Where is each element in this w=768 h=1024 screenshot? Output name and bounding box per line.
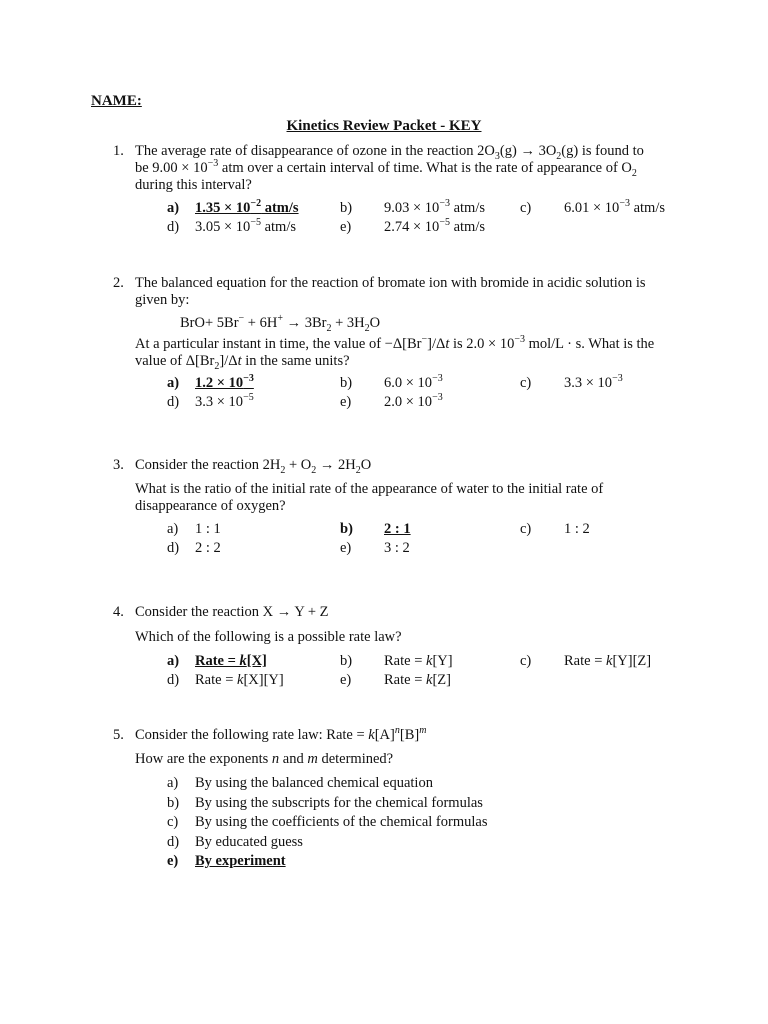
answer-option-e: e) By experiment [167, 853, 286, 869]
question-text: given by: [135, 292, 190, 308]
question-number: 3. [113, 457, 124, 473]
question-text: How are the exponents n and m determined? [135, 751, 394, 767]
answer-option-c: c) 1 : 2 [520, 521, 590, 537]
answer-option-b: b) By using the subscripts for the chemical formulas [167, 794, 483, 811]
answer-option-b: b) $6.0 \times 10^{-3}$ [340, 373, 443, 391]
question-number: 5. [113, 727, 124, 743]
page-title: Kinetics Review Packet - KEY [286, 118, 482, 134]
question-text: Consider the reaction X → Y + Z [135, 604, 329, 620]
question-5 [113, 727, 673, 873]
question-text: At a particular instant in time, the value of −Δ[Br−]/Δt is $2.0 \times 10^{-3}$ mol/L · s. What is the [135, 334, 655, 352]
question-text: Consider the following rate law: Rate = $k[A]^n[B]^m$ [135, 725, 427, 743]
question-text: The average rate of disappearance of ozone in the reaction $2O_3(g) \to 3O_2(g)$ is found to [135, 143, 644, 162]
question-number: 2. [113, 275, 124, 291]
answer-option-a: a) 1 : 1 [167, 521, 221, 537]
question-1 [113, 143, 673, 238]
answer-option-b: b) Rate = k[Y] [340, 653, 453, 669]
answer-option-d: d) $3.05 \times 10^{-5}$ atm/s [167, 217, 296, 235]
answer-option-a: a) $1.35 \times 10^{-2}$ atm/s [167, 198, 299, 216]
answer-option-e: e) $2.74 \times 10^{-5}$ atm/s [340, 217, 485, 235]
question-number: 1. [113, 143, 124, 159]
answer-option-e: e) Rate = k[Z] [340, 672, 451, 688]
question-text: The balanced equation for the reaction of bromate ion with bromide in acidic solution is [135, 275, 646, 291]
answer-option-c: c) $3.3 \times 10^{-3}$ [520, 373, 623, 391]
question-text: value of $\Delta[Br_2]/\Delta t$ in the same units? [135, 353, 350, 372]
answer-option-d: d) By educated guess [167, 833, 303, 850]
answer-option-b: b) $9.03 \times 10^{-3}$ atm/s [340, 198, 485, 216]
reaction-equation: $BrO+ 5Br^- + 6H^+ \to 3Br_2 + 3H_2O$ [180, 313, 381, 334]
answer-option-d: d) $3.3 \times 10^{-5}$ [167, 392, 254, 410]
question-text: Consider the reaction $2H_2 + O_2 \to 2H_2O$ [135, 457, 372, 476]
question-number: 4. [113, 604, 124, 620]
question-text: disappearance of oxygen? [135, 498, 286, 514]
answer-option-e: e) $2.0 \times 10^{-3}$ [340, 392, 443, 410]
answer-option-a: a) By using the balanced chemical equation [167, 775, 433, 791]
question-3 [113, 457, 673, 559]
name-label: NAME: [91, 93, 142, 109]
answer-option-c: c) Rate = k[Y][Z] [520, 653, 652, 669]
answer-option-d: d) 2 : 2 [167, 540, 221, 556]
answer-option-c: c) $6.01 \times 10^{-3}$ atm/s [520, 198, 665, 216]
question-text: during this interval? [135, 177, 252, 193]
question-text: be $9.00 \times 10^{-3}$ atm over a certain interval of time. What is the rate of appearance of $O_2$ [135, 158, 637, 179]
answer-option-a: a) $1.2 \times 10^{-3}$ [167, 373, 254, 391]
answer-option-a: a) Rate = k[X] [167, 653, 267, 669]
question-4 [113, 604, 673, 691]
question-text: What is the ratio of the initial rate of the appearance of water to the initial rate of [135, 481, 604, 497]
answer-option-d: d) Rate = k[X][Y] [167, 672, 284, 688]
answer-option-b: b) 2 : 1 [340, 521, 411, 537]
answer-option-c: c) By using the coefficients of the chemical formulas [167, 814, 488, 830]
question-text: Which of the following is a possible rate law? [135, 629, 402, 645]
answer-option-e: e) 3 : 2 [340, 540, 410, 556]
question-2 [113, 275, 673, 413]
